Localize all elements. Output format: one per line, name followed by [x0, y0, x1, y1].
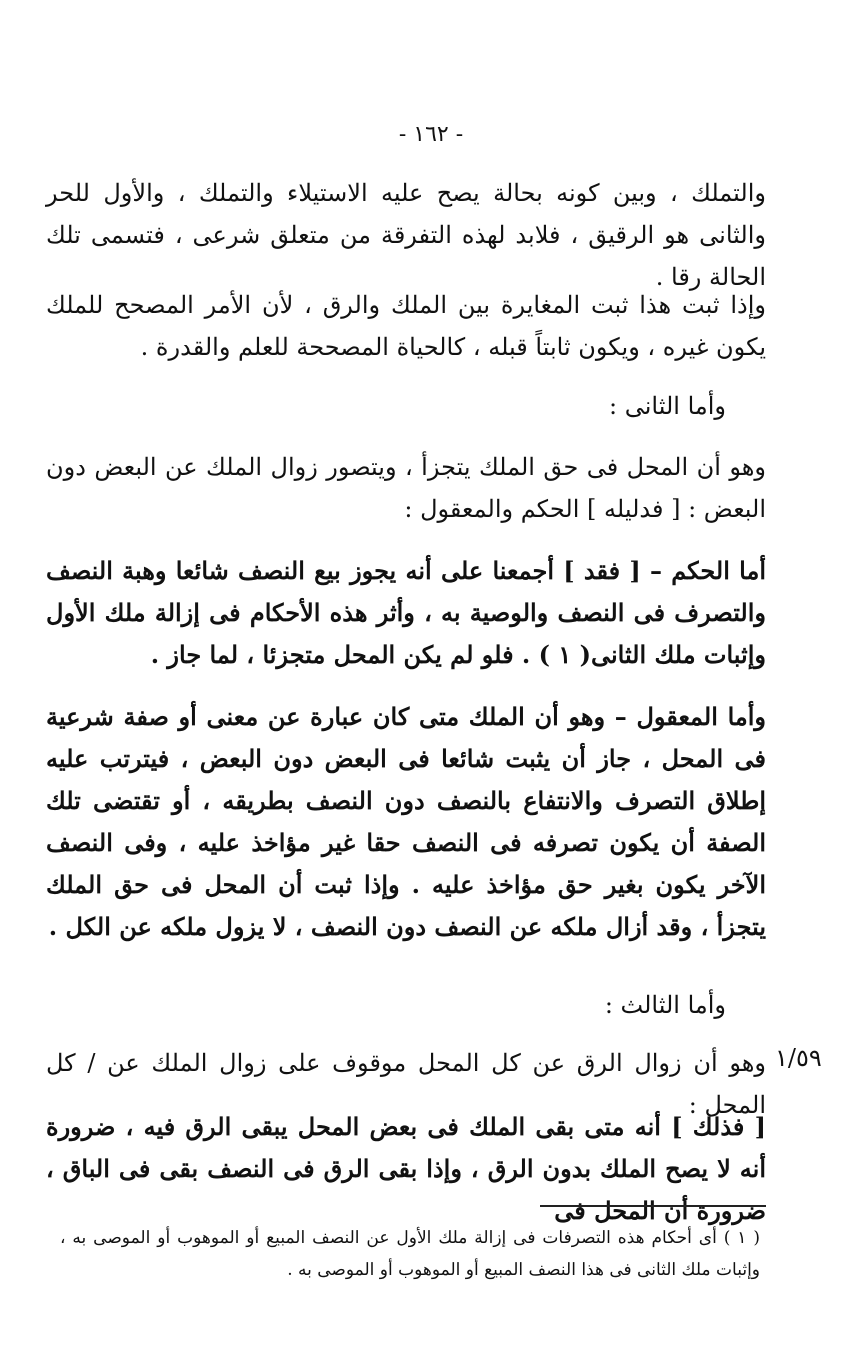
paragraph-5: وأما المعقول – وهو أن الملك متى كان عبارة عن معنى أو صفة شرعية فى المحل ، جاز أن يثبت شائعا فى البعض دون البعض ، فيترتب عليه إطلاق التصرف والانتفاع بالنصف دون النصف بطريقه ، أو تقتضى تلك الصفة أن يكون تصرفه فى النصف حقا غير مؤاخذ عليه ، وفى النصف الآخر يكون بغير حق مؤاخذ عليه . وإذا ثبت أن المحل فى حق الملك يتجزأ ، وقد أزال ملكه عن النصف دون النصف ، لا يزول ملكه عن الكل .: [46, 702, 766, 941]
paragraph-2: وإذا ثبت هذا ثبت المغايرة بين الملك والرق ، لأن الأمر المصحح للملك يكون غيره ، ويكون ثابتاً قبله ، كالحياة المصححة للعلم والقدرة .: [46, 291, 766, 361]
paragraph-3: وهو أن المحل فى حق الملك يتجزأ ، ويتصور زوال الملك عن البعض دون البعض : [ فدليله ] الحكم والمعقول :: [46, 453, 766, 523]
paragraph-1: والتملك ، وبين كونه بحالة يصح عليه الاستيلاء والتملك ، والأول للحر والثانى هو الرقيق ، فلابد لهذه التفرقة من متعلق شرعى ، فتسمى تلك الحالة رقا .: [46, 179, 766, 291]
paragraph-4: أما الحكم – [ فقد ] أجمعنا على أنه يجوز بيع النصف شائعا وهبة النصف والتصرف فى النصف والوصية به ، وأثر هذه الأحكام فى إزالة ملك الأول وإثبات ملك الثانى( ١ ) . فلو لم يكن المحل متجزئا ، لما جاز .: [46, 556, 766, 669]
paragraph-7: [ فذلك ] أنه متى بقى الملك فى بعض المحل يبقى الرق فيه ، ضرورة أنه لا يصح الملك بدون الرق ، وإذا بقى الرق فى النصف بقى فى الباق ، ضرورة أن المحل فى: [46, 1112, 766, 1225]
heading-second: وأما الثانى :: [609, 392, 726, 420]
page-number: - ١٦٢ -: [398, 122, 464, 147]
margin-folio-note: ١/٥٩: [775, 1044, 822, 1072]
heading-third: وأما الثالث :: [604, 991, 726, 1019]
footnote-separator: [540, 1205, 766, 1207]
footnote: ( ١ ) أى أحكام هذه التصرفات فى إزالة ملك الأول عن النصف المبيع أو الموهوب أو الموصى به ، وإثبات ملك الثانى فى هذا النصف المبيع أو الموهوب أو الموصى به .: [60, 1228, 760, 1280]
paragraph-6: وهو أن زوال الرق عن كل المحل موقوف على زوال الملك عن / كل المحل :: [46, 1049, 766, 1119]
